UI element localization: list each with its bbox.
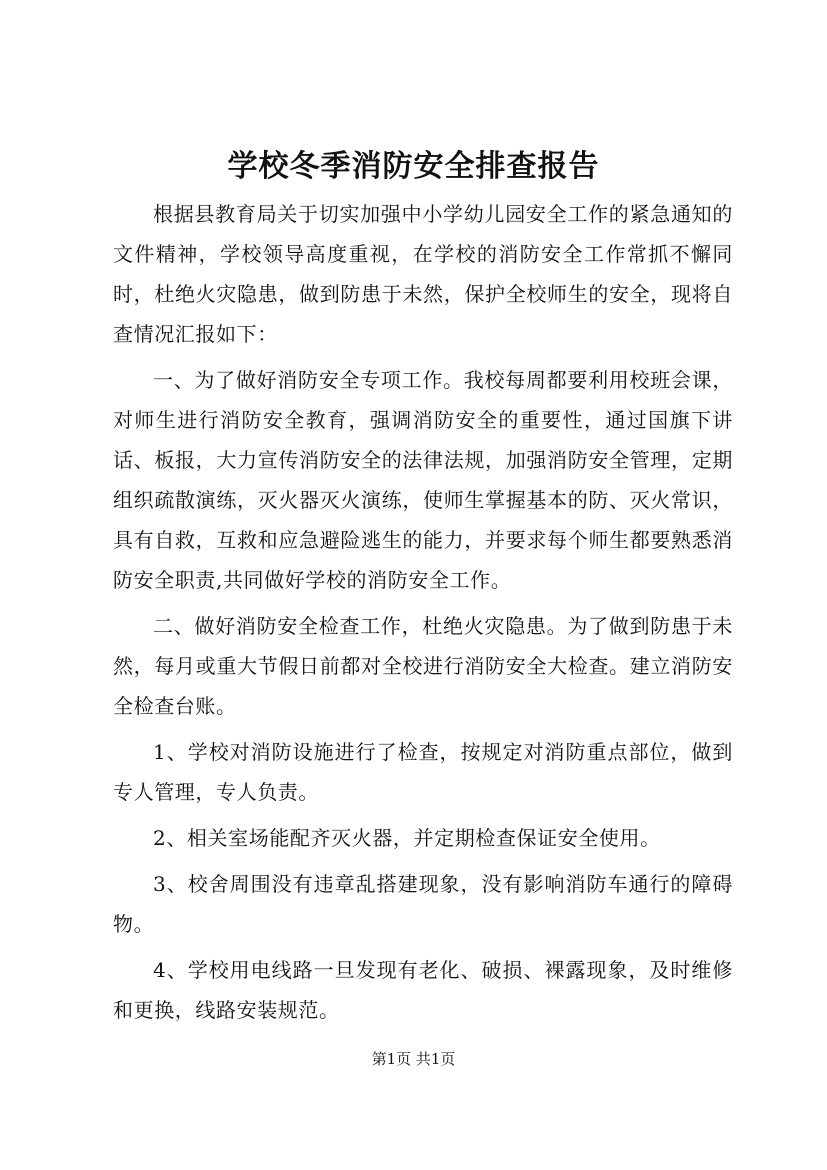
- paragraph-section-1: 一、为了做好消防安全专项工作。我校每周都要利用校班会课，对师生进行消防安全教育，强调消防安全的重要性，通过国旗下讲话、板报，大力宣传消防安全的法律法规，加强消防安全管理，定期组织疏散演练，灭火器灭火演练，使师生掌握基本的防、灭火常识，具有自救，互救和应急避险逃生的能力，并要求每个师生都要熟悉消防安全职责,共同做好学校的消防安全工作。: [113, 368, 733, 592]
- paragraph-item-1: 1、学校对消防设施进行了检查，按规定对消防重点部位，做到专人管理，专人负责。: [113, 740, 733, 804]
- paragraph-section-2: 二、做好消防安全检查工作，杜绝火灾隐患。为了做到防患于未然，每月或重大节假日前都对全校进行消防安全大检查。建立消防安全检查台账。: [113, 614, 733, 718]
- document-body: [113, 194, 733, 1036]
- paragraph-item-2: 2、相关室场能配齐灭火器，并定期检查保证安全使用。: [153, 826, 661, 850]
- paragraph-intro: 根据县教育局关于切实加强中小学幼儿园安全工作的紧急通知的文件精神，学校领导高度重视，在学校的消防安全工作常抓不懈同时，杜绝火灾隐患，做到防患于未然，保护全校师生的安全，现将自查情况汇报如下：: [113, 202, 733, 346]
- paragraph-item-3: 3、校舍周围没有违章乱搭建现象，没有影响消防车通行的障碍物。: [113, 872, 733, 936]
- document-title: 学校冬季消防安全排查报告: [227, 149, 600, 184]
- page-number-footer: 第1页 共1页: [371, 1050, 456, 1068]
- paragraph-item-4: 4、学校用电线路一旦发现有老化、破损、裸露现象，及时维修和更换，线路安装规范。: [113, 958, 733, 1022]
